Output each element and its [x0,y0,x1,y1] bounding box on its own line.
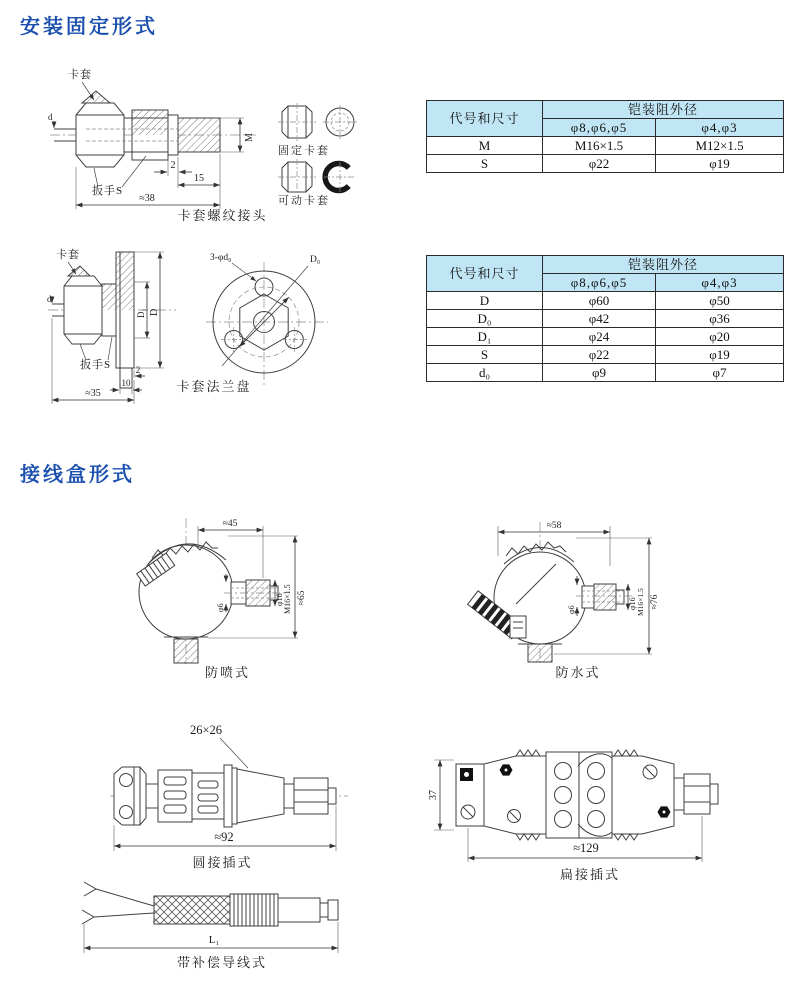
table-cell: φ19 [656,155,784,173]
comp-lead-outline [82,882,338,926]
waterproof-drawing [446,504,660,666]
dim-height: 37 [428,790,439,800]
ferrule-label: 卡套 [68,69,92,81]
table2-subheader-2: φ4,φ3 [656,274,784,292]
dim-total: ≈38 [139,193,155,204]
flange-caption: 卡套法兰盘 [176,379,252,394]
dim-D1: D₁ [136,308,146,318]
table-cell: M [427,137,543,155]
dim-15: 15 [194,173,204,184]
fixed-ferrule-side-icon [278,103,316,141]
movable-ferrule-front-icon [324,162,356,192]
table-cell: D₀ [427,310,543,328]
table2-corner-header: 代号和尺寸 [427,256,543,292]
table-row [427,256,784,274]
threaded-fitting-caption: 卡套螺纹接头 [177,208,268,223]
splash-proof-caption: 防喷式 [204,665,250,680]
table2-subheader-1: φ8,φ6,φ5 [543,274,656,292]
threaded-fitting-drawing [46,58,264,226]
dim-bore: φ6 [216,603,225,612]
table1-subheader-2: φ4,φ3 [656,119,784,137]
dim-height: ≈65 [297,590,307,606]
flat-plug-outline [456,750,718,840]
wrench-label: 扳手S [80,359,112,371]
section-title-junction-box: 接线盒形式 [20,464,135,486]
dim-2: 2 [170,160,176,171]
movable-ferrule-side-icon [278,159,316,195]
flange-outline [48,252,176,388]
thread-spec-table [426,100,784,173]
waterproof-caption: 防水式 [555,665,601,680]
dim-thread: M16×1.5 [283,584,292,614]
table-cell: d₀ [427,364,543,382]
splash-outline [137,518,286,664]
comp-lead-annotations [84,922,338,953]
table-row [427,155,784,173]
table-cell: φ22 [543,346,656,364]
table-row [427,101,784,119]
table-cell: S [427,346,543,364]
table1-span-header: 铠装阻外径 [543,101,784,119]
table-cell: φ20 [656,328,784,346]
splash-proof-drawing [116,504,334,666]
table-cell: φ50 [656,292,784,310]
dim-M: M [244,133,255,142]
table2-span-header: 铠装阻外径 [543,256,784,274]
table-row [427,292,784,310]
dim-width: ≈58 [546,521,562,531]
dim-total: ≈35 [85,388,101,399]
comp-lead-drawing [80,876,352,960]
dim-d: d [47,294,52,304]
table1-corner-header: 代号和尺寸 [427,101,543,137]
movable-ferrule-label: 可动卡套 [278,195,330,207]
table-row [427,137,784,155]
table-cell: φ60 [543,292,656,310]
dim-10: 10 [121,378,131,388]
waterproof-outline [468,522,634,664]
dim-height: ≈76 [650,594,660,610]
flat-plug-caption: 扁接插式 [559,867,620,882]
round-plug-outline [110,765,348,827]
table-cell: φ9 [543,364,656,382]
dim-dia: φ16 [628,597,637,610]
flange-spec-table [426,255,784,382]
table-row [427,346,784,364]
table-row [427,364,784,382]
table-cell: φ22 [543,155,656,173]
dim-width: ≈45 [222,519,238,529]
table-row [427,328,784,346]
dim-square: 26×26 [190,723,223,737]
table-cell: D [427,292,543,310]
dim-d: d [48,112,53,122]
table-cell: φ19 [656,346,784,364]
dim-2: 2 [135,365,141,375]
section-title-mounting: 安装固定形式 [20,16,158,38]
table-cell: φ42 [543,310,656,328]
dim-length: L₁ [208,934,220,946]
wrench-label: 扳手S [92,185,124,197]
dim-thread: M16×1.5 [636,588,645,616]
round-plug-drawing [106,710,356,858]
ferrule-label: 卡套 [56,249,80,261]
dim-length: ≈92 [214,830,234,844]
table-cell: M16×1.5 [543,137,656,155]
dim-length: ≈129 [573,841,599,855]
fixed-ferrule-label: 固定卡套 [278,145,330,157]
ferrule-icons [276,102,372,206]
flange-front-outline [206,262,328,386]
flange-front-drawing [198,250,336,392]
table-cell: φ7 [656,364,784,382]
dim-dia: φ16 [275,593,284,606]
dim-bore: φ6 [567,605,576,614]
table-cell: S [427,155,543,173]
fitting-outline [50,91,256,167]
table-row [427,310,784,328]
comp-lead-caption: 带补偿导线式 [176,955,267,970]
table1-subheader-1: φ8,φ6,φ5 [543,119,656,137]
table-cell: φ36 [656,310,784,328]
flat-plug-drawing [426,736,724,874]
table-cell: φ24 [543,328,656,346]
bolt-holes-label: 3-φd₀ [210,253,232,263]
table-cell: D₁ [427,328,543,346]
bolt-circle-label: D₀ [310,255,321,265]
dim-D: D [149,308,160,316]
round-plug-caption: 圆接插式 [192,855,253,870]
table-cell: M12×1.5 [656,137,784,155]
fixed-ferrule-front-icon [323,105,357,139]
